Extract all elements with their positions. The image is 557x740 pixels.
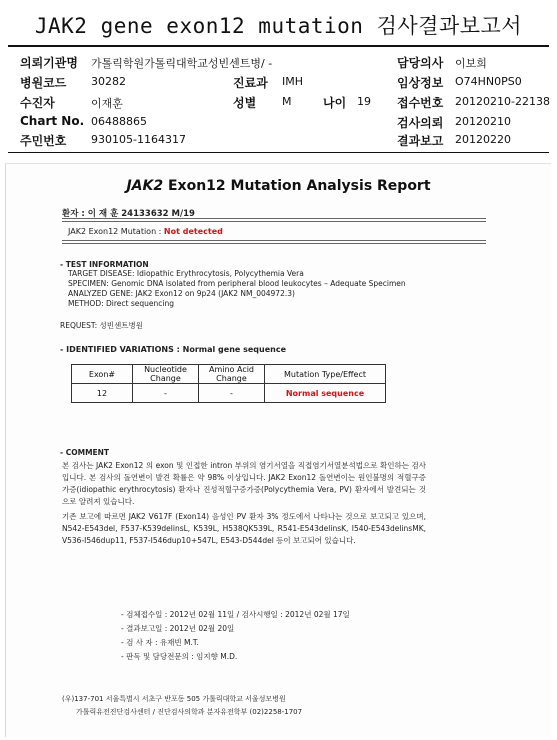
variations-header-row	[72, 365, 386, 384]
sex-label: 성별	[233, 96, 257, 110]
recipient-value: 이재훈	[91, 97, 123, 110]
doctor-value: 이보희	[455, 57, 487, 70]
hospital-label: 의뢰기관명	[20, 56, 78, 70]
comment-paragraph-2: 기존 보고에 따르면 JAK2 V617F (Exon14) 음성인 PV 환자 3% 정도에서 나타나는 것으로 보고되고 있으며, N542-E543del, F537-K539delinsL, K539L, H538QK539L, R541-E543delinsK, I540-E543delinsMK, V536-I546dup11, F537-I546dup10+547L, E543-D544del 등이 보고되어 있습니다.	[62, 512, 426, 545]
cell-exon: 12	[72, 384, 133, 403]
id-no-value: 930105-1164317	[91, 133, 186, 146]
summary-result: Not detected	[163, 227, 223, 236]
id-no-label: 주민번호	[20, 134, 67, 148]
receipt-no-label: 접수번호	[397, 96, 444, 110]
method: METHOD: Direct sequencing	[68, 299, 174, 308]
sign-test-date: - 검체접수일 : 2012년 02월 11일 / 검사시행일 : 2012년 02월 17일	[121, 610, 350, 619]
patient-line: 환자 : 이 재 훈 24133632 M/19	[62, 209, 195, 219]
footer-dept: 가톨릭유전진단검사센터 / 진단검사의학과 분자유전학부 (02)2258-1707	[76, 708, 303, 716]
analyzed-gene: ANALYZED GENE: JAK2 Exon12 on 9p24 (JAK2 NM_004972.3)	[68, 289, 295, 298]
chart-no-label: Chart No.	[20, 114, 85, 128]
footer-address: (우)137-701 서울특별시 서초구 반포동 505 가톨릭대학교 서울성모병원	[62, 695, 286, 703]
clinical-info-value: O74HN0PS0	[455, 75, 522, 88]
report-header-title: JAK2 gene exon12 mutation 검사결과보고서	[34, 14, 523, 38]
col-mutation-type: Mutation Type/Effect	[265, 365, 386, 384]
cell-amino-acid: -	[199, 384, 265, 403]
report-date-label: 결과보고	[397, 134, 444, 148]
comment-paragraph-1: 본 검사는 JAK2 Exon12 의 exon 및 인접한 intron 부위의 염기서열을 직접염기서열분석법으로 확인하는 검사입니다. 본 검사의 돌연변이 발견 확률은 약 98% 이상입니다. JAK2 Exon12 돌연변이는 원인불명의 적혈구증가증(idiopathic erythrocytosis) 환자나 진성적혈구증가증(Polycythemia Vera, PV) 환자에서 발견되는 것으로 알려져 있습니다.	[62, 461, 426, 506]
dept-label: 진료과	[233, 76, 268, 90]
hospital-code-label: 병원코드	[20, 76, 67, 90]
dept-value: IMH	[282, 75, 304, 88]
header-bottom-rule	[8, 152, 549, 153]
col-exon: Exon#	[72, 365, 133, 384]
sign-reviewer: - 판독 및 담당전문의 : 임지향 M.D.	[121, 652, 238, 661]
clinical-info-label: 임상정보	[397, 76, 444, 90]
specimen: SPECIMEN: Genomic DNA isolated from peripheral blood leukocytes – Adequate Specimen	[68, 279, 406, 288]
cell-mutation-type: Normal sequence	[265, 384, 386, 403]
chart-no-value: 06488865	[91, 115, 147, 128]
request-line: REQUEST: 성빈센트병원	[60, 321, 143, 330]
summary-bottom-rule	[62, 240, 486, 244]
report-title-rest: Exon12 Mutation Analysis Report	[163, 178, 431, 194]
sign-report-date: - 결과보고일 : 2012년 02월 20일	[121, 624, 235, 633]
request-date-value: 20120210	[455, 115, 511, 128]
test-info-heading: - TEST INFORMATION	[60, 260, 149, 269]
summary-top-rule	[62, 218, 486, 222]
summary-label: JAK2 Exon12 Mutation :	[68, 227, 164, 236]
target-disease: TARGET DISEASE: Idiopathic Erythrocytosis, Polycythemia Vera	[68, 269, 304, 278]
comment-heading: - COMMENT	[60, 448, 110, 457]
sign-examiner: - 검 사 자 : 유재빈 M.T.	[121, 638, 199, 647]
report-title-gene: JAK2	[126, 178, 164, 194]
age-label: 나이	[323, 96, 347, 110]
request-date-label: 검사의뢰	[397, 116, 444, 130]
comment-body	[62, 460, 426, 550]
table-row	[72, 384, 386, 403]
sex-value: M	[282, 95, 292, 108]
hospital-value: 가톨릭학원가톨릭대학교성빈센트병/ -	[91, 57, 273, 70]
doctor-label: 담당의사	[397, 56, 444, 70]
receipt-no-value: 20120210-22138	[455, 95, 550, 108]
age-value: 19	[357, 95, 371, 108]
report-sheet	[5, 163, 551, 737]
report-date-value: 20120220	[455, 133, 511, 146]
recipient-label: 수진자	[20, 96, 55, 110]
variations-table	[71, 364, 386, 403]
variations-heading: - IDENTIFIED VARIATIONS : Normal gene sequence	[60, 345, 287, 354]
hospital-code-value: 30282	[91, 75, 126, 88]
col-amino-acid: Amino Acid Change	[199, 365, 265, 384]
summary-line	[68, 227, 223, 236]
col-nucleotide: Nucleotide Change	[133, 365, 199, 384]
report-title	[6, 178, 551, 194]
cell-nucleotide: -	[133, 384, 199, 403]
header-top-rule	[8, 45, 549, 47]
